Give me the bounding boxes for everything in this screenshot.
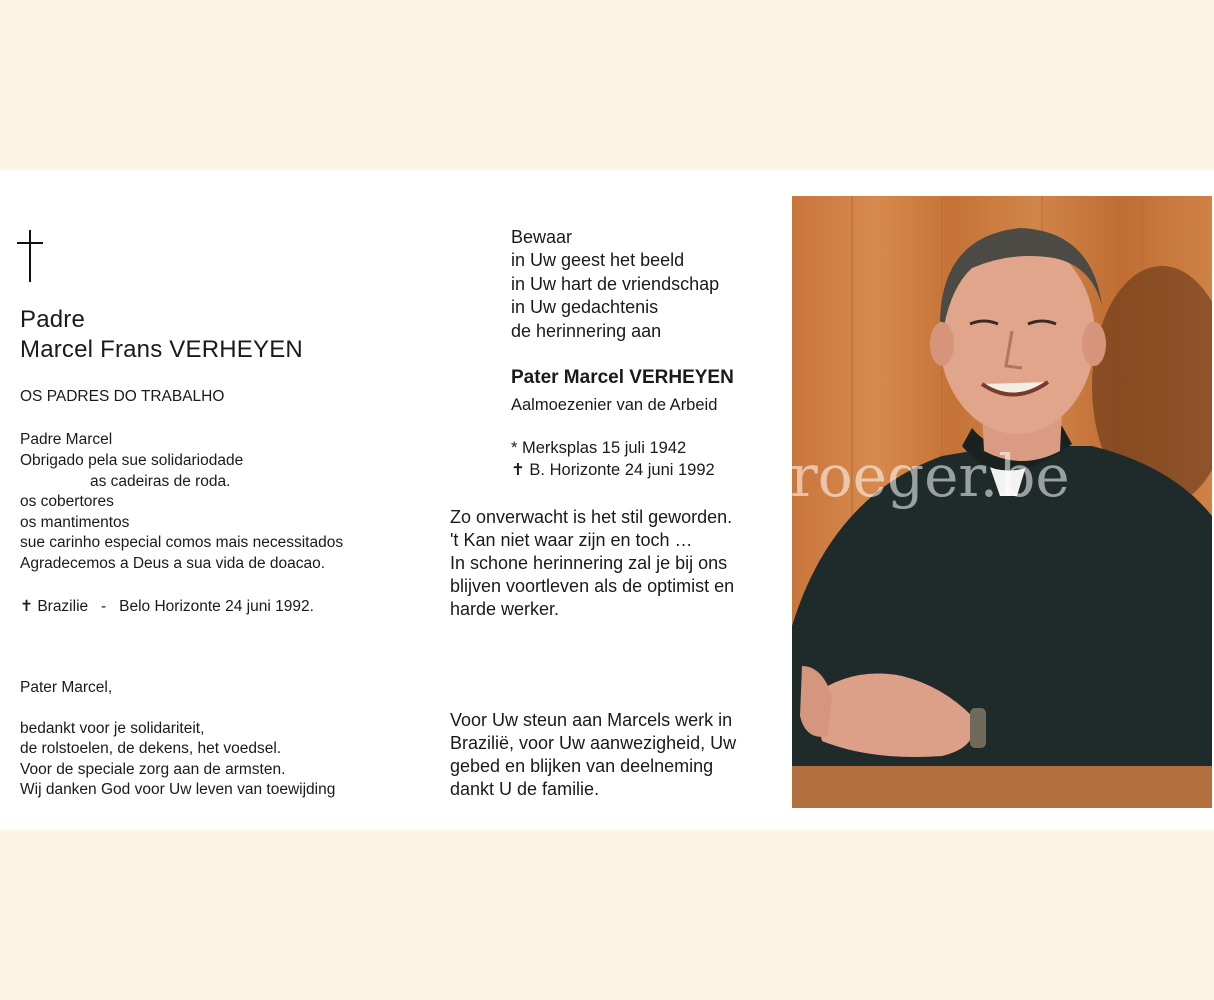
memory-line: Zo onverwacht is het stil geworden. — [450, 507, 733, 527]
death-place: Brazilie - Belo Horizonte 24 juni 1992. — [37, 598, 314, 615]
poem-line: in Uw geest het beeld — [511, 250, 685, 270]
org-name: OS PADRES DO TRABALHO — [20, 388, 225, 405]
deceased-role: Aalmoezenier van de Arbeid — [511, 396, 718, 414]
poem-line: in Uw hart de vriendschap — [511, 274, 720, 294]
nl-line: bedankt voor je solidariteit, — [20, 720, 205, 737]
pt-line: as cadeiras de roda. — [90, 473, 231, 490]
title-padre: Padre — [20, 306, 86, 333]
pt-line: Agradecemos a Deus a sua vida de doacao. — [20, 555, 326, 572]
poem-line: in Uw gedachtenis — [511, 297, 659, 317]
memory-line: blijven voortleven als de optimist en — [450, 576, 735, 596]
title-name: Marcel Frans VERHEYEN — [20, 336, 303, 363]
nl-line: de rolstoelen, de dekens, het voedsel. — [20, 740, 282, 757]
dagger-icon: ✝ — [20, 598, 33, 615]
memory-line: harde werker. — [450, 599, 560, 619]
thanks-line: dankt U de familie. — [450, 779, 600, 799]
deceased-name: Pater Marcel VERHEYEN — [511, 367, 734, 388]
thanks-line: Brazilië, voor Uw aanwezigheid, Uw — [450, 733, 737, 753]
watermark: roeger.be — [790, 442, 1070, 510]
nl-line: Wij danken God voor Uw leven van toewijding — [20, 781, 336, 798]
memory-line: 't Kan niet waar zijn en toch … — [450, 530, 693, 550]
death-line — [511, 460, 715, 481]
poem-line: de herinnering aan — [511, 321, 662, 341]
pt-line: os mantimentos — [20, 514, 130, 531]
pt-line: Padre Marcel — [20, 431, 113, 448]
memory-line: In schone herinnering zal je bij ons — [450, 553, 728, 573]
death-place-line — [20, 597, 314, 618]
poem-line: Bewaar — [511, 227, 573, 247]
birth-line: * Merksplas 15 juli 1942 — [511, 439, 687, 457]
thanks-line: Voor Uw steun aan Marcels werk in — [450, 710, 733, 730]
dutch-greeting: Pater Marcel, — [20, 679, 113, 696]
thanks-line: gebed en blijken van deelneming — [450, 756, 714, 776]
memorial-card — [0, 170, 1214, 830]
death-date: B. Horizonte 24 juni 1992 — [529, 461, 715, 479]
pt-line: sue carinho especial comos mais necessitados — [20, 534, 344, 551]
nl-line: Voor de speciale zorg aan de armsten. — [20, 761, 286, 778]
pt-line: Obrigado pela sue solidariodade — [20, 452, 244, 469]
dagger-icon: ✝ — [511, 461, 525, 479]
cross-icon — [17, 230, 43, 282]
pt-line: os cobertores — [20, 493, 114, 510]
